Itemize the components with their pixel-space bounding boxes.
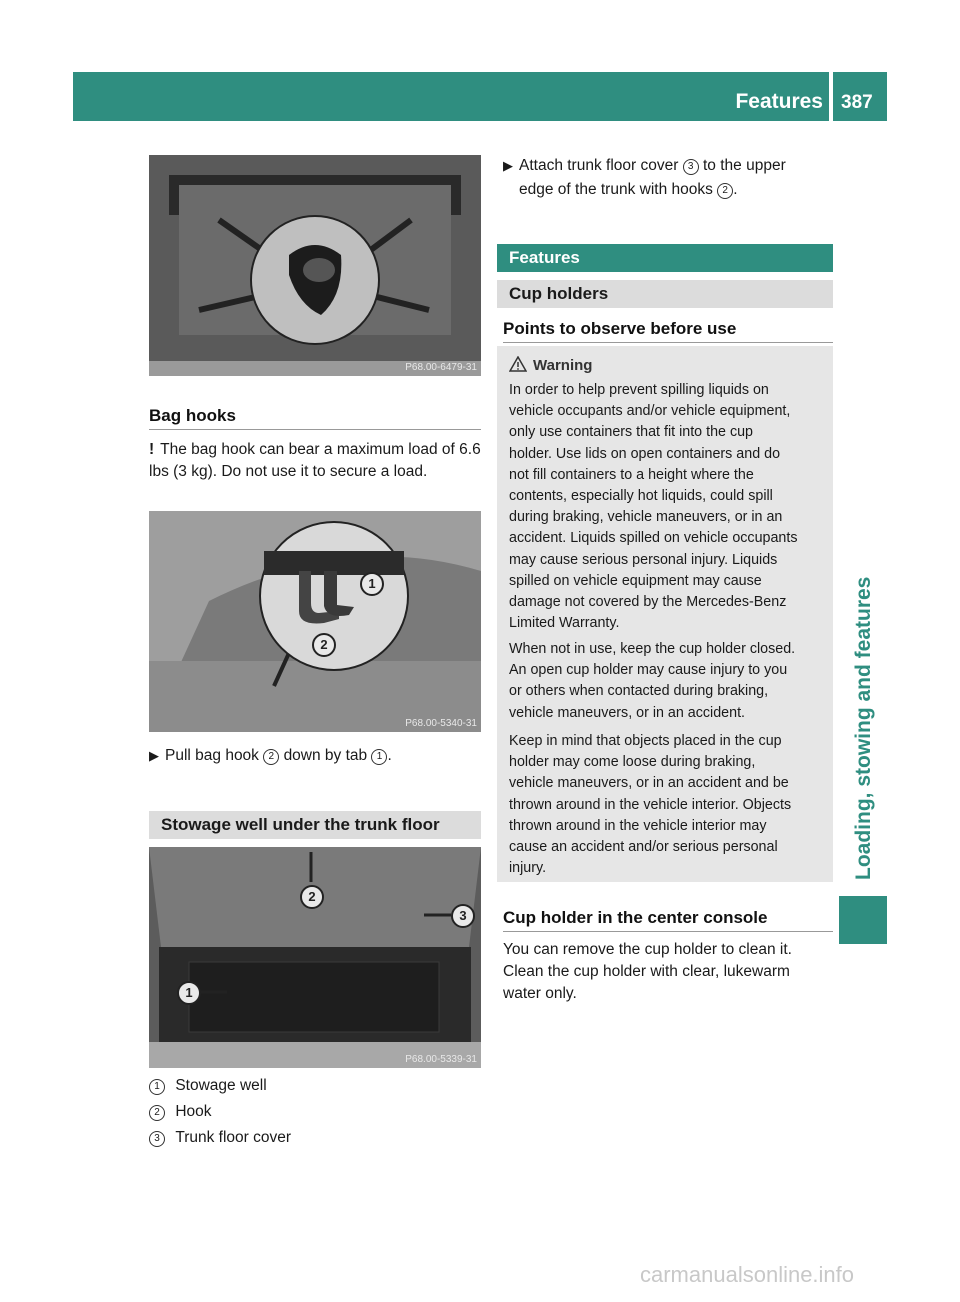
photo-reference-code: P68.00-5340-31 <box>405 718 477 729</box>
pull-bag-hook-step: ▶ Pull bag hook 2 down by tab 1 . <box>149 747 392 764</box>
step-arrow-icon: ▶ <box>149 748 159 763</box>
warning-line: vehicle maneuvers, or in an accident and be <box>509 775 789 792</box>
center-console-text <box>503 939 833 1005</box>
warning-line: during braking, vehicle maneuvers, or in an <box>509 509 783 526</box>
section-tab-label: Loading, stowing and features <box>852 576 875 880</box>
warning-paragraph-2 <box>509 639 831 724</box>
number-marker: 1 <box>149 1079 165 1095</box>
number-marker: 3 <box>683 159 699 175</box>
features-section-bar: Features <box>497 244 833 272</box>
photo-reference-code: P68.00-5339-31 <box>405 1054 477 1065</box>
body-line: Clean the cup holder with clear, lukewarm <box>503 963 790 980</box>
cup-holders-heading: Cup holders <box>497 280 833 308</box>
legend-label: Trunk floor cover <box>175 1129 292 1146</box>
page-number: 387 <box>841 92 873 113</box>
header-divider <box>829 72 833 121</box>
page-title: Features <box>735 90 823 113</box>
step-text: Pull bag hook <box>165 747 259 764</box>
attach-cover-step <box>503 155 833 177</box>
callout-3: 3 <box>451 904 475 928</box>
warning-line: only use containers that fit into the cup <box>509 424 753 441</box>
number-marker: 1 <box>371 749 387 765</box>
stowage-well-heading: Stowage well under the trunk floor <box>149 811 481 839</box>
warning-line: accident. Liquids spilled on vehicle occupants <box>509 530 798 547</box>
warning-paragraph-1 <box>509 380 831 634</box>
warning-line: When not in use, keep the cup holder closed. <box>509 641 796 657</box>
center-console-heading: Cup holder in the center console <box>503 908 768 927</box>
number-marker: 2 <box>263 749 279 765</box>
legend-label: Hook <box>175 1103 212 1120</box>
bag-hook-photo <box>149 511 481 732</box>
stowage-well-illustration <box>149 847 481 1068</box>
heading-rule <box>149 429 481 430</box>
warning-line: may cause serious personal injury. Liquids <box>509 551 778 568</box>
warning-line: thrown around in the vehicle interior may <box>509 817 767 834</box>
photo-reference-code: P68.00-6479-31 <box>405 362 477 373</box>
number-marker: 2 <box>717 183 733 199</box>
bag-hooks-heading: Bag hooks <box>149 406 236 425</box>
warning-line: Limited Warranty. <box>509 615 620 632</box>
warning-line: vehicle occupants and/or vehicle equipment, <box>509 403 791 420</box>
bag-hook-note <box>149 439 483 483</box>
bag-hook-note-text: The bag hook can bear a maximum load of 6.6 lbs (3 kg). Do not use it to secure a load. <box>149 441 481 480</box>
points-to-observe-heading: Points to observe before use <box>503 319 737 338</box>
trunk-floor-illustration <box>149 155 481 376</box>
body-line: water only. <box>503 985 577 1002</box>
heading-rule <box>503 342 833 343</box>
heading-rule <box>503 931 833 932</box>
warning-line: Keep in mind that objects placed in the cup <box>509 733 782 749</box>
warning-line: damage not covered by the Mercedes-Benz <box>509 594 787 611</box>
step-arrow-icon: ▶ <box>503 158 513 173</box>
stowage-well-photo <box>149 847 481 1068</box>
step-text: down by tab <box>283 747 368 764</box>
number-marker: 2 <box>149 1105 165 1121</box>
warning-line: holder may come loose during braking, <box>509 754 756 771</box>
warning-line: contents, especially hot liquids, could spill <box>509 488 773 505</box>
callout-1: 1 <box>177 981 201 1005</box>
notice-icon: ! <box>149 441 155 458</box>
warning-line: An open cup holder may cause injury to you <box>509 662 788 679</box>
warning-line: holder. Use lids on open containers and do <box>509 445 781 462</box>
warning-title: Warning <box>533 357 593 374</box>
warning-paragraph-3 <box>509 731 831 879</box>
trunk-floor-photo <box>149 155 481 376</box>
warning-line: vehicle maneuvers, or in an accident. <box>509 704 746 721</box>
legend-item <box>149 1101 212 1123</box>
legend-label: Stowage well <box>175 1077 267 1094</box>
warning-triangle-icon <box>509 356 527 372</box>
step-text: Attach trunk floor cover <box>519 157 679 174</box>
warning-line: injury. <box>509 860 547 877</box>
warning-line: thrown around in the vehicle interior. Objects <box>509 796 792 813</box>
section-tab-marker <box>839 896 887 944</box>
legend-item <box>149 1127 291 1149</box>
step-text: to the upper <box>703 157 786 174</box>
warning-line: In order to help prevent spilling liquids on <box>509 382 769 398</box>
callout-2: 2 <box>312 633 336 657</box>
warning-line: or others when contacted during braking, <box>509 683 769 700</box>
warning-header <box>509 356 592 374</box>
step-text: edge of the trunk with hooks <box>519 181 713 198</box>
warning-line: spilled on vehicle equipment may cause <box>509 572 762 589</box>
number-marker: 3 <box>149 1131 165 1147</box>
warning-line: cause an accident and/or serious personal <box>509 839 778 856</box>
bag-hook-illustration <box>149 511 481 732</box>
legend-item <box>149 1075 267 1097</box>
body-line: You can remove the cup holder to clean it. <box>503 941 792 958</box>
callout-1: 1 <box>360 572 384 596</box>
callout-2: 2 <box>300 885 324 909</box>
attach-cover-step-line2: edge of the trunk with hooks 2 . <box>519 181 738 198</box>
warning-line: not fill containers to a height where the <box>509 466 754 483</box>
watermark: carmanualsonline.info <box>640 1262 855 1287</box>
